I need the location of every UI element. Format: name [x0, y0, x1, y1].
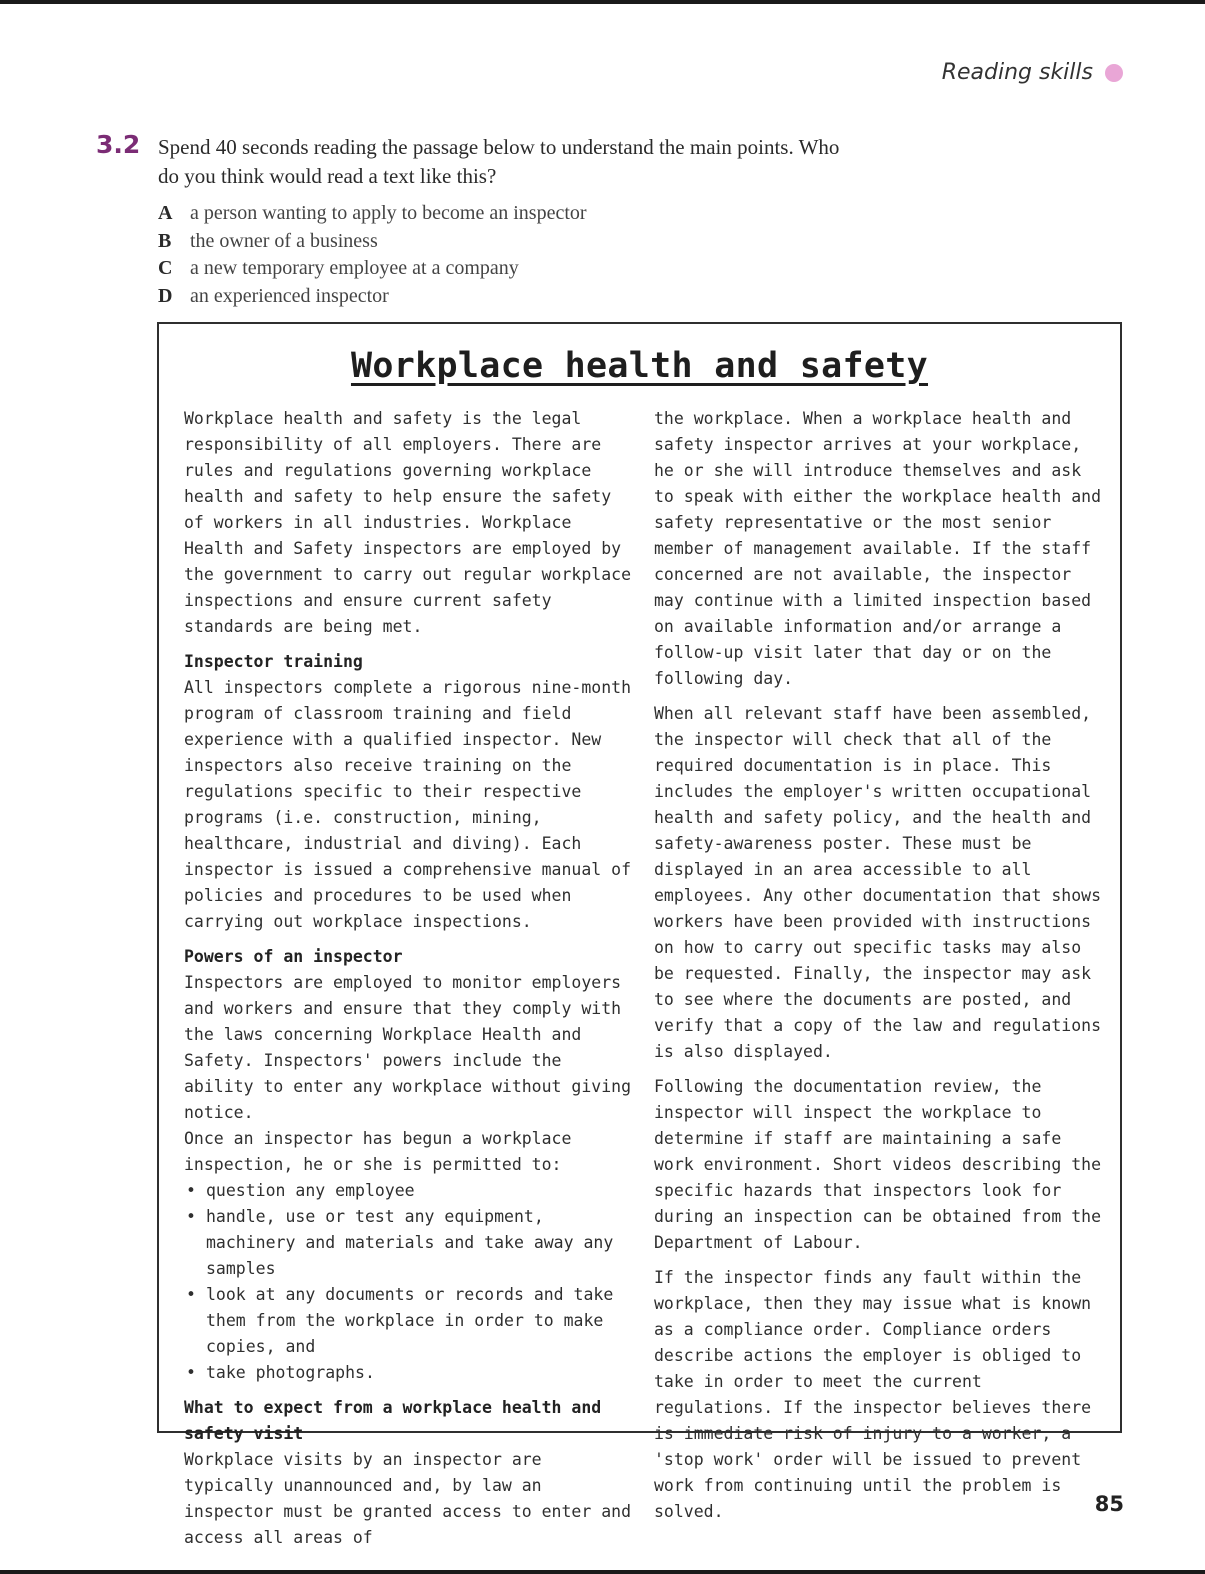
option-d — [158, 283, 587, 311]
bottom-rule — [0, 1570, 1205, 1574]
visit-heading: What to expect from a workplace health and safety visit — [184, 1398, 602, 1443]
visit-paragraph: Workplace visits by an inspector are typically unannounced and, by law an inspector must be granted access to enter and access all areas of — [184, 1450, 632, 1547]
option-c — [158, 255, 587, 283]
option-a — [158, 200, 587, 228]
powers-list — [184, 1178, 634, 1386]
section-header — [942, 60, 1123, 85]
question-number: 3.2 — [96, 130, 141, 159]
documentation-paragraph: When all relevant staff have been assembled, the inspector will check that all of the required documentation is in place. This includes the employer's written occupational health and safety policy, and the health and safety-awareness poster. These must be displayed in an area accessible to all employees. Any other documentation that shows workers have been provided with instructions on how to carry out specific tasks may also be requested. Finally, the inspector may ask to see where the documents are posted, and verify that a copy of the law and regulations is also displayed. — [654, 704, 1102, 1061]
option-b — [158, 228, 587, 256]
option-letter: D — [158, 284, 173, 307]
option-letter: C — [158, 257, 173, 279]
list-item: • handle, use or test any equipment, machinery and materials and take away any samples — [184, 1204, 634, 1282]
inspection-paragraph: Following the documentation review, the inspector will inspect the workplace to determine if staff are maintaining a safe work environment. Short videos describing the specific hazards that inspectors look for during an inspection can be obtained from the Department of Labour. — [654, 1077, 1102, 1252]
list-item: • look at any documents or records and take them from the workplace in order to make copies, and — [184, 1282, 634, 1360]
option-text: a person wanting to apply to become an inspector — [190, 202, 587, 224]
intro-paragraph: Workplace health and safety is the legal responsibility of all employers. There are rules and regulations governing workplace health and safety to help ensure the safety of workers in all industries. Workplace Health and Safety inspectors are employed by the government to carry out regular workplace inspections and ensure current safety standards are being met. — [184, 409, 632, 636]
question-prompt: Spend 40 seconds reading the passage below to understand the main points. Who do you think would read a text like this? — [158, 135, 840, 188]
compliance-paragraph: If the inspector finds any fault within the workplace, then they may issue what is known as a compliance order. Compliance orders describe actions the employer is obliged to take in order to meet the current regulations. If the inspector believes there is immediate risk of injury to a worker, a 'stop work' order will be issued to prevent work from continuing until the problem is solved. — [654, 1268, 1092, 1521]
powers-paragraph: Inspectors are employed to monitor employers and workers and ensure that they comply with the laws concerning Workplace Health and Safety. Inspectors' powers include the ability to enter any workplace without giving notice. — [184, 973, 632, 1122]
powers-heading: Powers of an inspector — [184, 947, 403, 966]
option-letter: B — [158, 229, 172, 252]
training-paragraph: All inspectors complete a rigorous nine-month program of classroom training and field experience with a qualified inspector. New inspectors also receive training on the regulations specific to their respective programs (i.e. construction, mining, healthcare, industrial and diving). Each inspector is issued a comprehensive manual of policies and procedures to be used when carrying out workplace inspections. — [184, 678, 632, 931]
option-text: an experienced inspector — [190, 284, 389, 307]
option-text: a new temporary employee at a company — [190, 257, 519, 279]
section-label: Reading skills — [941, 60, 1093, 85]
article-title: Workplace health and safety — [350, 346, 929, 386]
arrival-paragraph: the workplace. When a workplace health and safety inspector arrives at your workplace, he or she will introduce themselves and ask to speak with either the workplace health and safety representative or the most senior member of management available. If the staff concerned are not available, the inspector may continue with a limited inspection based on available information and/or arrange a follow-up visit later that day or on the following day. — [654, 409, 1102, 688]
option-letter: A — [158, 202, 173, 224]
training-heading: Inspector training — [184, 652, 363, 671]
powers-paragraph-2: Once an inspector has begun a workplace inspection, he or she is permitted to: — [184, 1129, 572, 1174]
pink-dot-icon — [1105, 64, 1123, 82]
list-item: • take photographs. — [184, 1360, 634, 1386]
article-right-column — [654, 406, 1104, 1534]
article-left-column — [184, 406, 634, 1560]
option-text: the owner of a business — [190, 229, 378, 252]
top-rule — [0, 0, 1205, 4]
list-item: • question any employee — [184, 1178, 634, 1204]
page-number: 85 — [1094, 1492, 1124, 1516]
answer-options — [158, 200, 587, 310]
